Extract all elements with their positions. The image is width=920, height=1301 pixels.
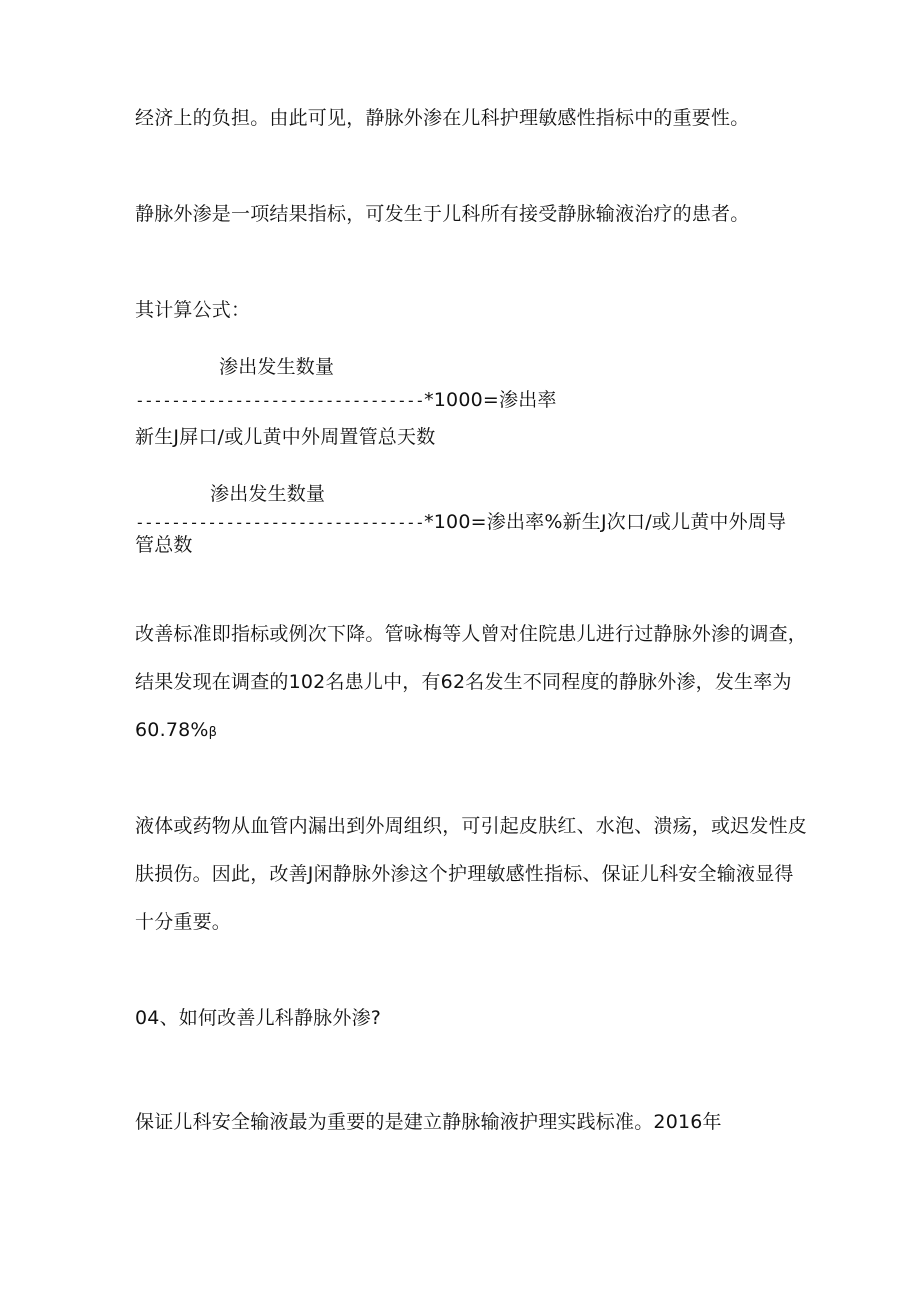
formula1-result: *1000=渗出率 [424, 389, 557, 411]
formula-intro: 其计算公式： [135, 299, 251, 321]
paragraph-5-line-1: 液体或药物从血管内漏出到外周组织，可引起皮肤红、水泡、溃疡，或迟发性皮 [135, 815, 808, 837]
formula1-numerator: 渗出发生数量 [219, 356, 335, 378]
paragraph-5-line-2: 肤损伤。因此，改善J闲静脉外渗这个护理敏感性指标、保证儿科安全输液显得 [135, 863, 794, 885]
section-heading: 04、如何改善儿科静脉外渗? [135, 1007, 382, 1029]
formula2-line [135, 510, 786, 535]
beta-symbol: β [208, 725, 218, 740]
formula2-result: *100=渗出率%新生J次口/或儿黄中外周导 [424, 511, 787, 533]
formula1-dashes: -------------------------------- [135, 391, 425, 410]
formula1-denominator: 新生J屏口/或儿黄中外周置管总天数 [135, 426, 436, 448]
formula2-dashes: -------------------------------- [135, 513, 425, 532]
paragraph-4-line-1: 改善标准即指标或例次下降。管咏梅等人曾对住院患儿进行过静脉外渗的调查， [135, 623, 808, 645]
formula2-numerator: 渗出发生数量 [210, 483, 326, 505]
incidence-rate: 60.78% [135, 719, 209, 741]
paragraph-4-line-3 [135, 718, 217, 745]
formula1-line [135, 388, 557, 413]
paragraph-6: 保证儿科安全输液最为重要的是建立静脉输液护理实践标准。2016年 [135, 1111, 722, 1133]
paragraph-4-line-2: 结果发现在调查的102名患儿中，有62名发生不同程度的静脉外渗，发生率为 [135, 671, 792, 693]
formula2-continuation: 管总数 [135, 534, 193, 556]
paragraph-2: 静脉外渗是一项结果指标，可发生于儿科所有接受静脉输液治疗的患者。 [135, 203, 750, 225]
paragraph-5-line-3: 十分重要。 [135, 911, 232, 933]
paragraph-1: 经济上的负担。由此可见，静脉外渗在儿科护理敏感性指标中的重要性。 [135, 107, 750, 129]
